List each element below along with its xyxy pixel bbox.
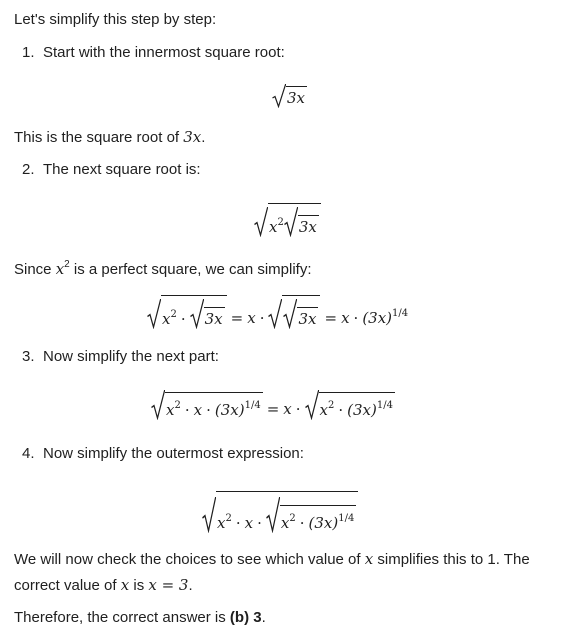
step-4 [22, 444, 304, 464]
check-line-1: We will now check the choices to see which value of x simplifies this to 1. The [14, 550, 530, 568]
check-line-2: correct value of x is x = 3. [14, 576, 193, 594]
intro-text: Let's simplify this step by step: [14, 11, 217, 28]
radicand: 3x [286, 86, 307, 108]
step-1-text: Start with the innermost square root: [43, 44, 285, 61]
note-1: This is the square root of 3x. [14, 128, 206, 146]
radical-sign [268, 299, 282, 329]
radical-sign [305, 390, 319, 420]
step-2-text: The next square root is: [43, 161, 201, 178]
conclusion: Therefore, the correct answer is (b) 3. [14, 609, 266, 626]
radical-sign [266, 497, 280, 533]
step-1-number: 1. [22, 44, 35, 61]
step-3 [22, 347, 219, 367]
answer: (b) 3 [229, 609, 262, 626]
radical-sign [190, 299, 204, 329]
radical-sign [283, 299, 297, 329]
math-sqrt-x2-sqrt-3x: $x^2$ 3x [254, 203, 321, 237]
step-2 [22, 160, 201, 180]
step-3-text: Now simplify the next part: [43, 348, 219, 365]
equation-step-2: $x^2$ · 3x = x · 3x = $x \cdot (3x)^{1/4}$ [147, 295, 408, 329]
step-3-number: 3. [22, 348, 35, 365]
step-1 [22, 43, 285, 63]
step-2-number: 2. [22, 161, 35, 178]
radical-sign [147, 299, 161, 329]
radical-sign [151, 390, 165, 420]
equation-step-4: $x^2 \cdot x$ · $x^2 \cdot (3x)^{1/4}$ [202, 491, 358, 533]
equation-step-3: $x^2 \cdot x \cdot (3x)^{1/4}$ = x · $x^2 \cdot (3x)^{1/4}$ [151, 390, 395, 420]
radical-sign [284, 207, 298, 237]
radical-sign [202, 497, 216, 533]
radical-sign [272, 84, 286, 108]
note-2: Since $x^2$ is a perfect square, we can simplify: [14, 259, 312, 278]
radical-sign [254, 207, 268, 237]
math-x-equals-3: x = 3 [148, 576, 189, 594]
step-4-text: Now simplify the outermost expression: [43, 445, 304, 462]
math-3x: 3x [183, 128, 202, 146]
math-sqrt-3x [272, 84, 307, 108]
step-4-number: 4. [22, 445, 35, 462]
